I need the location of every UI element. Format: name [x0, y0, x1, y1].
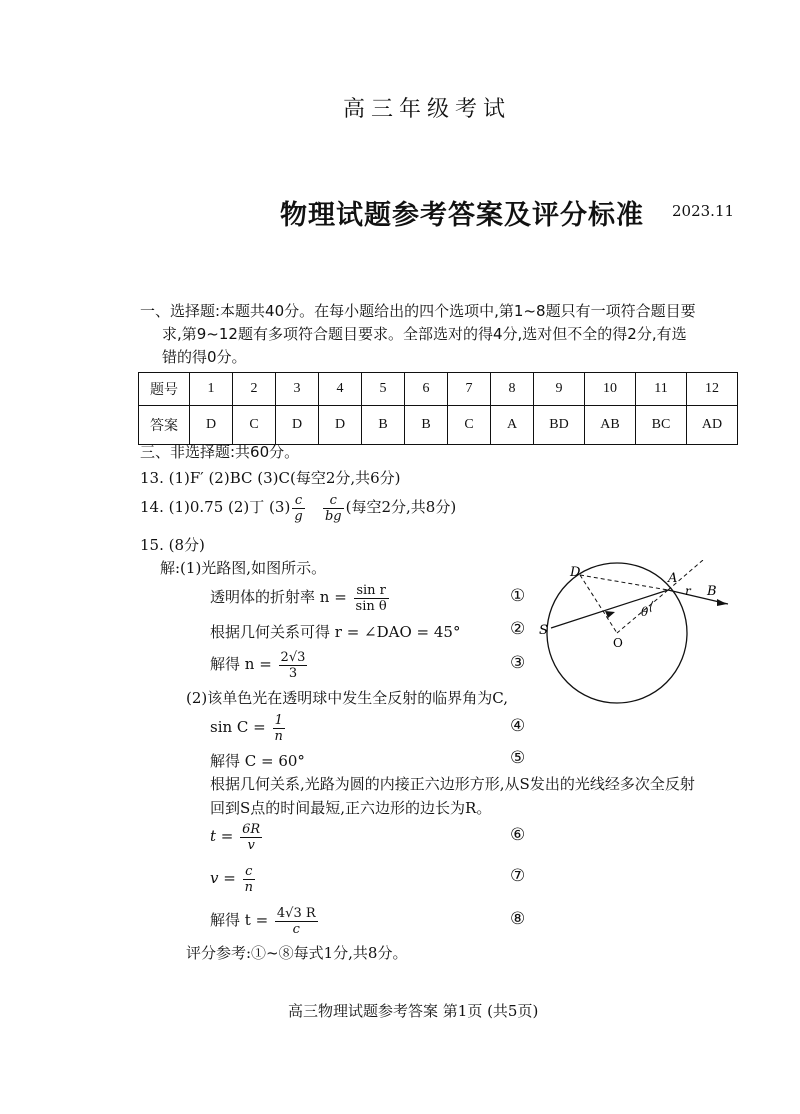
eq-prefix: v = — [210, 869, 241, 887]
section1-instructions — [140, 300, 696, 369]
q15-eq4 — [210, 707, 287, 747]
q14-fraction-1 — [292, 493, 304, 524]
q15-head: 15. (8分) — [140, 536, 205, 554]
table-cell: 10 — [585, 373, 636, 406]
eq-mark-6: ⑥ — [510, 825, 526, 845]
date: 2023.11 — [672, 202, 735, 220]
page-title: 物理试题参考答案及评分标准 — [280, 200, 644, 231]
eq-mark-8: ⑧ — [510, 909, 526, 929]
eq-mark-5: ⑤ — [510, 748, 526, 768]
eq-fraction — [279, 650, 308, 681]
eq-fraction — [275, 906, 318, 937]
label-B: B — [707, 584, 717, 599]
fraction-numerator: 6R — [242, 821, 261, 837]
q15-eq7 — [210, 858, 257, 898]
table-cell: D — [276, 406, 319, 445]
q15-para-line: 根据几何关系,光路为圆的内接正六边形方形,从S发出的光线经多次全反射 — [210, 775, 695, 793]
fraction-numerator: c — [243, 864, 255, 880]
fraction-numerator: c — [323, 493, 344, 509]
eq-fraction — [273, 713, 285, 744]
q14-prefix: 14. (1)0.75 (2)丁 (3) — [140, 498, 291, 516]
table-cell: 3 — [276, 373, 319, 406]
label-A: A — [668, 571, 678, 586]
fraction-denominator: g — [294, 508, 303, 524]
label-theta: θ — [641, 605, 649, 619]
fraction-denominator: 3 — [288, 665, 298, 681]
eq-prefix: t = — [210, 827, 239, 845]
table-cell: 8 — [491, 373, 534, 406]
eq-mark-4: ④ — [510, 716, 526, 736]
section1-line: 错的得0分。 — [162, 348, 247, 366]
row-label-question: 题号 — [139, 373, 190, 406]
eq-mark-1: ① — [510, 586, 526, 606]
radius-OD — [580, 575, 617, 633]
q15-eq6 — [210, 816, 264, 856]
fraction-denominator: sin θ — [355, 598, 387, 614]
table-cell: 9 — [534, 373, 585, 406]
q15-part2: (2)该单色光在透明球中发生全反射的临界角为C, — [186, 689, 508, 707]
table-cell: AD — [687, 406, 738, 445]
eq-fraction — [243, 864, 255, 895]
q15-eq5: 解得 C = 60° — [210, 752, 305, 770]
table-cell: 6 — [405, 373, 448, 406]
label-D: D — [570, 565, 581, 580]
fraction-numerator: c — [292, 493, 304, 509]
eq-mark-3: ③ — [510, 653, 526, 673]
table-cell: 7 — [448, 373, 491, 406]
q15-intro: 解:(1)光路图,如图所示。 — [160, 559, 327, 577]
fraction-denominator: v — [247, 837, 255, 853]
table-cell: 12 — [687, 373, 738, 406]
fraction-numerator: sin r — [354, 583, 389, 599]
table-cell: 2 — [233, 373, 276, 406]
table-cell: C — [448, 406, 491, 445]
section3-heading: 三、非选择题:共60分。 — [140, 443, 300, 461]
fraction-numerator: 4√3 R — [276, 905, 316, 921]
q15-eq1 — [210, 577, 391, 617]
chord-DA — [580, 575, 668, 590]
eq-prefix: 解得 n = — [210, 655, 277, 673]
table-cell: AB — [585, 406, 636, 445]
fraction-numerator: 2√3 — [280, 649, 306, 665]
label-r: r — [685, 584, 691, 598]
q14-fraction-2 — [323, 493, 344, 524]
fraction-denominator: n — [274, 728, 283, 744]
exam-header: 高三年级考试 — [343, 97, 512, 122]
eq-prefix: 透明体的折射率 n = — [210, 588, 352, 606]
table-row — [139, 373, 738, 406]
eq-prefix: 解得 t = — [210, 911, 273, 929]
section1-line: 求,第9~12题有多项符合题目要求。全部选对的得4分,选对但不全的得2分,有选 — [162, 325, 687, 343]
angle-arc — [650, 601, 653, 612]
table-cell: 5 — [362, 373, 405, 406]
q13-answer: 13. (1)F′ (2)BC (3)C(每空2分,共6分) — [140, 469, 401, 487]
q15-score: 评分参考:①~⑧每式1分,共8分。 — [186, 944, 408, 962]
q14-suffix: (每空2分,共8分) — [345, 498, 457, 516]
table-cell: B — [405, 406, 448, 445]
eq-fraction — [354, 583, 389, 614]
eq-fraction — [240, 822, 262, 853]
row-label-answer: 答案 — [139, 406, 190, 445]
label-S: S — [539, 623, 548, 638]
q15-eq3 — [210, 644, 309, 684]
table-cell: BC — [636, 406, 687, 445]
table-cell: BD — [534, 406, 585, 445]
table-cell: A — [491, 406, 534, 445]
table-cell: 1 — [190, 373, 233, 406]
table-cell: D — [319, 406, 362, 445]
table-cell: B — [362, 406, 405, 445]
section1-line: 一、选择题:本题共40分。在每小题给出的四个选项中,第1~8题只有一项符合题目要 — [140, 302, 696, 320]
answer-table — [138, 372, 738, 445]
fraction-numerator: 1 — [273, 713, 285, 729]
q14-answer — [140, 490, 456, 524]
table-cell: D — [190, 406, 233, 445]
fraction-denominator: bg — [324, 508, 342, 524]
eq-mark-7: ⑦ — [510, 866, 526, 886]
eq-mark-2: ② — [510, 619, 526, 639]
label-O: O — [613, 636, 623, 650]
fraction-denominator: c — [292, 921, 300, 937]
q15-para-line: 回到S点的时间最短,正六边形的边长为R。 — [210, 799, 492, 817]
table-row — [139, 406, 738, 445]
fraction-denominator: n — [244, 879, 253, 895]
eq-prefix: sin C = — [210, 718, 271, 736]
ray-arrow — [717, 599, 727, 606]
q15-eq8 — [210, 900, 320, 940]
table-cell: 4 — [319, 373, 362, 406]
optics-diagram — [535, 560, 735, 710]
page-footer: 高三物理试题参考答案 第1页 (共5页) — [288, 1002, 539, 1020]
q15-eq2: 根据几何关系可得 r = ∠DAO = 45° — [210, 623, 461, 641]
table-cell: 11 — [636, 373, 687, 406]
table-cell: C — [233, 406, 276, 445]
